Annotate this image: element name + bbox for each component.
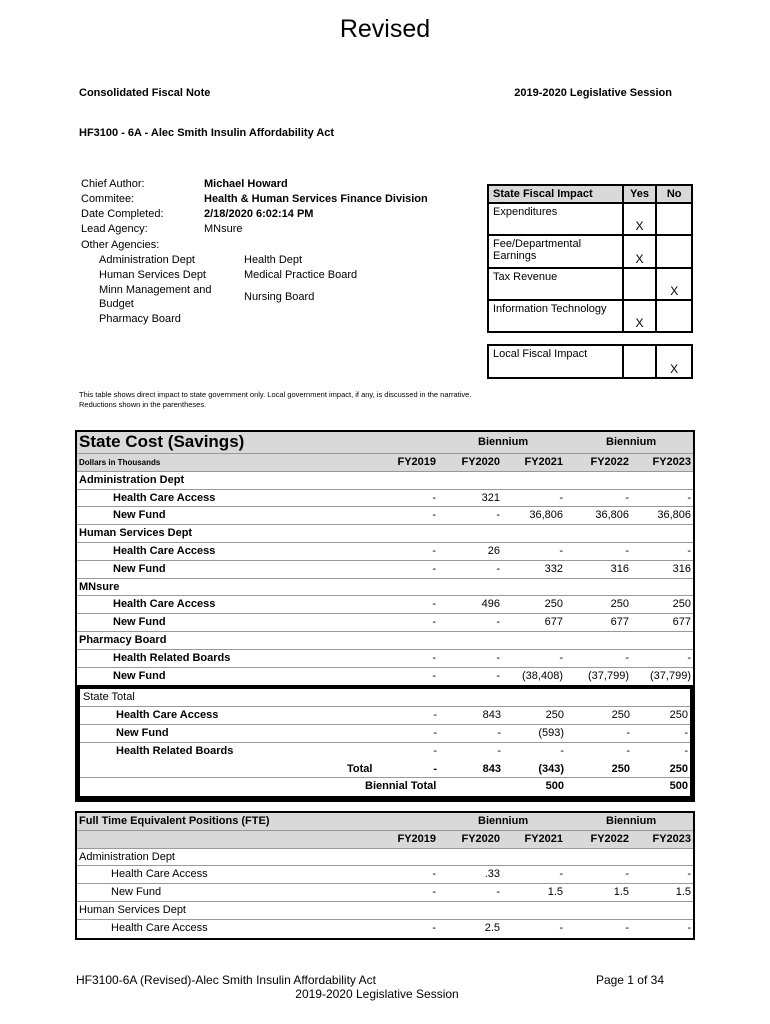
- cell-value: -: [432, 491, 436, 504]
- impact-yes: X: [623, 203, 657, 235]
- agency-item: Human Services Dept: [99, 269, 206, 281]
- cell-value: 496: [481, 598, 500, 611]
- cell-value: -: [626, 744, 630, 757]
- date-completed: 2/18/2020 6:02:14 PM: [204, 208, 314, 220]
- cell-value: -: [625, 921, 629, 934]
- cell-value: -: [684, 726, 688, 739]
- bill-title: HF3100 - 6A - Alec Smith Insulin Affordability Act: [79, 127, 335, 139]
- cell-value: -: [433, 726, 437, 739]
- state-total-row: [80, 743, 690, 761]
- agency-item: Medical Practice Board: [244, 269, 358, 281]
- committee-label: Commitee:: [81, 193, 135, 205]
- cell-value: -: [626, 726, 630, 739]
- table-row: [77, 650, 693, 668]
- impact-label: Information Technology: [488, 300, 623, 332]
- cell-value: -: [496, 616, 500, 629]
- cell-value: -: [432, 921, 436, 934]
- agency-item: Administration Dept: [99, 254, 195, 266]
- cell-value: -: [560, 744, 564, 757]
- agency-name: Pharmacy Board: [79, 633, 167, 646]
- state-cost-table: [75, 430, 695, 802]
- local-impact-label: Local Fiscal Impact: [488, 345, 623, 378]
- cell-value: 250: [672, 598, 691, 611]
- table-row: [77, 866, 693, 884]
- table-row: [77, 561, 693, 579]
- cell-value: -: [687, 651, 691, 664]
- impact-no: [656, 300, 692, 332]
- impact-yes: X: [623, 235, 657, 268]
- total-value: -: [433, 762, 437, 775]
- state-total-label: State Total: [83, 691, 135, 704]
- biennium-label: Biennium: [606, 436, 657, 448]
- cell-value: .33: [484, 868, 500, 881]
- agency-name: Human Services Dept: [79, 527, 193, 540]
- document-title: Revised: [339, 15, 431, 43]
- year-header: FY2020: [461, 456, 500, 468]
- line-item-label: Health Care Access: [111, 921, 208, 934]
- biennial-total-label: Biennial Total: [365, 780, 437, 793]
- disclaimer-line-1: This table shows direct impact to state government only. Local government impact, if any, is discussed in the narrative.: [79, 390, 472, 399]
- cell-value: -: [432, 616, 436, 629]
- agency-header-row: [77, 525, 693, 543]
- cell-value: 36,806: [595, 509, 629, 522]
- line-item-label: Health Care Access: [113, 544, 216, 557]
- table-row: [77, 884, 693, 902]
- agency-item: Minn Management and Budget: [99, 284, 212, 310]
- cell-value: 26: [487, 544, 500, 557]
- cell-value: 2.5: [484, 921, 500, 934]
- chief-author-label: Chief Author:: [81, 178, 145, 190]
- agency-name: Administration Dept: [79, 473, 185, 486]
- lead-agency-label: Lead Agency:: [81, 223, 148, 235]
- year-header: FY2019: [397, 832, 436, 845]
- total-value: (343): [538, 762, 564, 775]
- yes-header: Yes: [623, 185, 657, 203]
- cell-value: 250: [544, 598, 563, 611]
- legislative-session: 2019-2020 Legislative Session: [514, 87, 672, 99]
- table-row: [77, 543, 693, 561]
- cell-value: 321: [481, 491, 500, 504]
- cell-value: -: [432, 544, 436, 557]
- cell-value: -: [559, 544, 563, 557]
- local-impact-no: X: [656, 345, 692, 378]
- table-row: [77, 668, 693, 686]
- agency-header-row: [77, 472, 693, 490]
- local-fiscal-impact-table: [487, 344, 693, 379]
- cell-value: -: [687, 491, 691, 504]
- cell-value: -: [625, 544, 629, 557]
- cell-value: 677: [544, 616, 563, 629]
- cell-value: -: [684, 744, 688, 757]
- cell-value: 332: [544, 562, 563, 575]
- impact-no: [656, 235, 692, 268]
- cell-value: -: [432, 886, 436, 899]
- cell-value: -: [432, 651, 436, 664]
- line-item-label: Health Care Access: [113, 598, 216, 611]
- cell-value: 677: [610, 616, 629, 629]
- total-value: 843: [482, 762, 501, 775]
- year-header: FY2023: [652, 832, 691, 845]
- date-label: Date Completed:: [81, 208, 164, 220]
- total-value: 250: [611, 762, 630, 775]
- cell-value: (37,799): [588, 669, 629, 682]
- line-item-label: New Fund: [111, 886, 162, 899]
- cell-value: -: [432, 868, 436, 881]
- impact-yes: [623, 268, 657, 300]
- line-item-label: New Fund: [113, 562, 166, 575]
- cell-value: 250: [610, 598, 629, 611]
- cell-value: -: [559, 651, 563, 664]
- cell-value: -: [687, 544, 691, 557]
- cell-value: -: [687, 868, 691, 881]
- fte-table: [75, 811, 695, 940]
- no-header: No: [656, 185, 692, 203]
- lead-agency: MNsure: [204, 223, 243, 235]
- fiscal-impact-header: State Fiscal Impact: [488, 185, 623, 203]
- cell-value: -: [559, 868, 563, 881]
- cell-value: 250: [545, 709, 564, 722]
- cell-value: -: [559, 921, 563, 934]
- cell-value: -: [432, 669, 436, 682]
- units-label: Dollars in Thousands: [79, 458, 161, 467]
- cell-value: -: [432, 562, 436, 575]
- year-header: FY2019: [397, 456, 436, 468]
- biennial-total-value: 500: [669, 780, 688, 793]
- cell-value: 316: [672, 562, 691, 575]
- agency-name: Human Services Dept: [79, 903, 186, 916]
- footer-title: HF3100-6A (Revised)-Alec Smith Insulin Affordability Act: [76, 973, 376, 987]
- year-header: FY2020: [461, 832, 500, 845]
- impact-label: Fee/Departmental Earnings: [488, 235, 623, 268]
- year-header: FY2021: [524, 456, 563, 468]
- cell-value: 250: [611, 709, 630, 722]
- biennium-label: Biennium: [478, 436, 529, 448]
- line-item-label: Health Care Access: [111, 868, 208, 881]
- cell-value: -: [496, 886, 500, 899]
- agency-header-row: [77, 849, 693, 867]
- cell-value: -: [625, 651, 629, 664]
- impact-label: Tax Revenue: [488, 268, 623, 300]
- agency-header-row: [77, 632, 693, 650]
- cell-value: (37,799): [650, 669, 691, 682]
- line-item-label: New Fund: [113, 509, 166, 522]
- local-impact-yes: [623, 345, 657, 378]
- line-item-label: Health Care Access: [116, 709, 219, 722]
- agency-item: Pharmacy Board: [99, 313, 181, 325]
- cell-value: -: [625, 491, 629, 504]
- table-row: [77, 920, 693, 938]
- agency-item: Health Dept: [244, 254, 303, 266]
- cost-table-title: State Cost (Savings): [79, 432, 245, 451]
- year-header: FY2021: [524, 832, 563, 845]
- agency-name: Administration Dept: [79, 850, 175, 863]
- cell-value: -: [625, 868, 629, 881]
- cell-value: 250: [669, 709, 688, 722]
- cell-value: -: [497, 726, 501, 739]
- state-total-row: [80, 725, 690, 743]
- table-row: [77, 596, 693, 614]
- line-item-label: New Fund: [113, 616, 166, 629]
- other-agencies-label: Other Agencies:: [81, 239, 160, 251]
- cell-value: -: [433, 744, 437, 757]
- impact-no: X: [656, 268, 692, 300]
- total-label: Total: [347, 762, 373, 775]
- line-item-label: New Fund: [116, 726, 169, 739]
- table-row: [77, 490, 693, 508]
- year-header: FY2022: [590, 456, 629, 468]
- disclaimer-line-2: Reductions shown in the parentheses.: [79, 400, 207, 409]
- state-total-row: [80, 707, 690, 725]
- cell-value: 36,806: [529, 509, 563, 522]
- cell-value: -: [496, 509, 500, 522]
- line-item-label: Health Care Access: [113, 491, 216, 504]
- year-header: FY2022: [590, 832, 629, 845]
- agency-item: Nursing Board: [244, 291, 315, 303]
- state-total-block: [76, 685, 694, 800]
- biennium-label: Biennium: [606, 815, 657, 827]
- impact-no: [656, 203, 692, 235]
- cell-value: 843: [482, 709, 501, 722]
- note-type: Consolidated Fiscal Note: [79, 87, 211, 99]
- page-number: Page 1 of 34: [595, 973, 664, 987]
- cell-value: -: [496, 669, 500, 682]
- line-item-label: Health Related Boards: [116, 744, 234, 757]
- year-header: FY2023: [652, 456, 691, 468]
- cell-value: 316: [610, 562, 629, 575]
- cell-value: 1.5: [547, 886, 563, 899]
- biennium-label: Biennium: [478, 815, 529, 827]
- cell-value: 677: [672, 616, 691, 629]
- line-item-label: New Fund: [113, 669, 166, 682]
- agency-name: MNsure: [79, 580, 120, 593]
- cell-value: -: [432, 598, 436, 611]
- total-value: 250: [669, 762, 688, 775]
- line-item-label: Health Related Boards: [113, 651, 231, 664]
- cell-value: (38,408): [522, 669, 563, 682]
- cell-value: -: [497, 744, 501, 757]
- agency-header-row: [77, 579, 693, 597]
- cell-value: 36,806: [657, 509, 691, 522]
- cell-value: -: [496, 562, 500, 575]
- cell-value: 1.5: [613, 886, 629, 899]
- state-fiscal-impact-table: [487, 184, 693, 333]
- chief-author: Michael Howard: [204, 178, 288, 190]
- cell-value: -: [687, 921, 691, 934]
- table-row: [77, 614, 693, 632]
- impact-label: Expenditures: [488, 203, 623, 235]
- biennial-total-value: 500: [545, 780, 564, 793]
- cell-value: -: [496, 651, 500, 664]
- cell-value: -: [432, 509, 436, 522]
- cell-value: 1.5: [675, 886, 691, 899]
- committee: Health & Human Services Finance Division: [204, 193, 428, 205]
- table-row: [77, 507, 693, 525]
- cell-value: -: [559, 491, 563, 504]
- agency-header-row: [77, 902, 693, 920]
- fte-table-title: Full Time Equivalent Positions (FTE): [79, 815, 270, 827]
- footer-session: 2019-2020 Legislative Session: [295, 987, 459, 1001]
- impact-yes: X: [623, 300, 657, 332]
- cell-value: -: [433, 709, 437, 722]
- cell-value: (593): [538, 726, 564, 739]
